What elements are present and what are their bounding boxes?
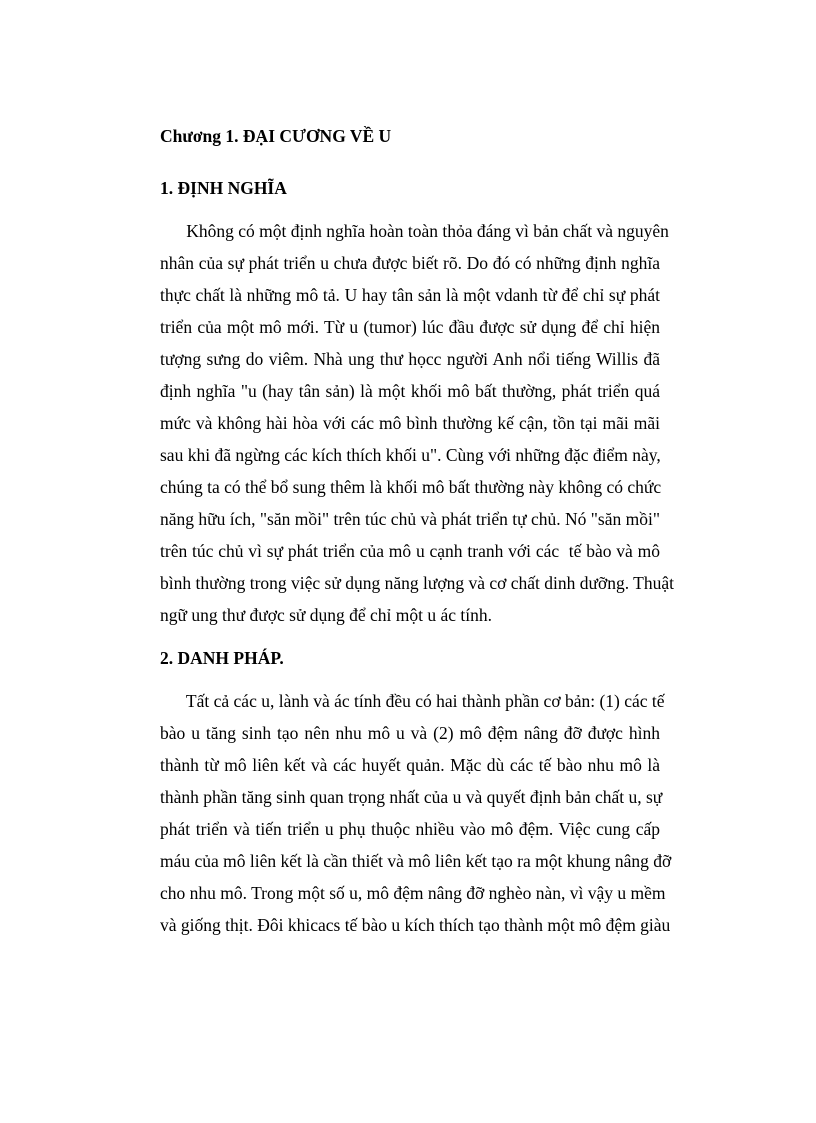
chapter-title: Chương 1. ĐẠI CƯƠNG VỀ U	[160, 126, 392, 146]
text-line: Không có một định nghĩa hoàn toàn thỏa đáng vì bản chất và nguyên	[160, 221, 669, 241]
text-line: thành từ mô liên kết và các huyết quản. Mặc dù các tế bào nhu mô là	[160, 755, 660, 775]
section-heading-nomenclature: 2. DANH PHÁP.	[160, 648, 284, 668]
page-content	[160, 125, 675, 957]
text-line: nhân của sự phát triển u chưa được biết rõ. Do đó có những định nghĩa	[160, 253, 660, 273]
nomenclature-paragraph	[160, 685, 672, 941]
text-line: trên túc chủ vì sự phát triển của mô u cạnh tranh với các tế bào và mô	[160, 541, 660, 561]
text-line: mức và không hài hòa với các mô bình thường kế cận, tồn tại mãi mãi	[160, 413, 660, 433]
text-line: bình thường trong việc sử dụng năng lượng và cơ chất dinh dưỡng. Thuật	[160, 573, 675, 593]
text-line: triển của một mô mới. Từ u (tumor) lúc đầu được sử dụng để chỉ hiện	[160, 317, 660, 337]
text-line: sau khi đã ngừng các kích thích khối u". Cùng với những đặc điểm này,	[160, 445, 661, 465]
text-line: định nghĩa "u (hay tân sản) là một khối mô bất thường, phát triển quá	[160, 381, 660, 401]
text-line: tượng sưng do viêm. Nhà ung thư họcc người Anh nổi tiếng Willis đã	[160, 349, 660, 369]
text-line: thực chất là những mô tả. U hay tân sản là một vdanh từ để chỉ sự phát	[160, 285, 660, 305]
text-line: thành phần tăng sinh quan trọng nhất của u và quyết định bản chất u, sự	[160, 787, 663, 807]
text-line: Tất cả các u, lành và ác tính đều có hai thành phần cơ bản: (1) các tế	[160, 691, 665, 711]
text-line: máu của mô liên kết là cần thiết và mô liên kết tạo ra một khung nâng đỡ	[160, 851, 672, 871]
text-line: bào u tăng sinh tạo nên nhu mô u và (2) mô đệm nâng đỡ được hình	[160, 723, 660, 743]
text-line: phát triển và tiến triển u phụ thuộc nhiều vào mô đệm. Việc cung cấp	[160, 819, 660, 839]
section-heading-definition: 1. ĐỊNH NGHĨA	[160, 178, 287, 198]
text-line: cho nhu mô. Trong một số u, mô đệm nâng đỡ nghèo nàn, vì vậy u mềm	[160, 883, 666, 903]
text-line: chúng ta có thể bổ sung thêm là khối mô bất thường này không có chức	[160, 477, 662, 497]
text-line: năng hữu ích, "săn mồi" trên túc chủ và phát triển tự chủ. Nó "săn mồi"	[160, 509, 661, 529]
text-line: ngữ ung thư được sử dụng để chỉ một u ác tính.	[160, 605, 493, 625]
text-line: và giống thịt. Đôi khicacs tế bào u kích thích tạo thành một mô đệm giàu	[160, 915, 671, 935]
definition-paragraph	[160, 215, 675, 631]
